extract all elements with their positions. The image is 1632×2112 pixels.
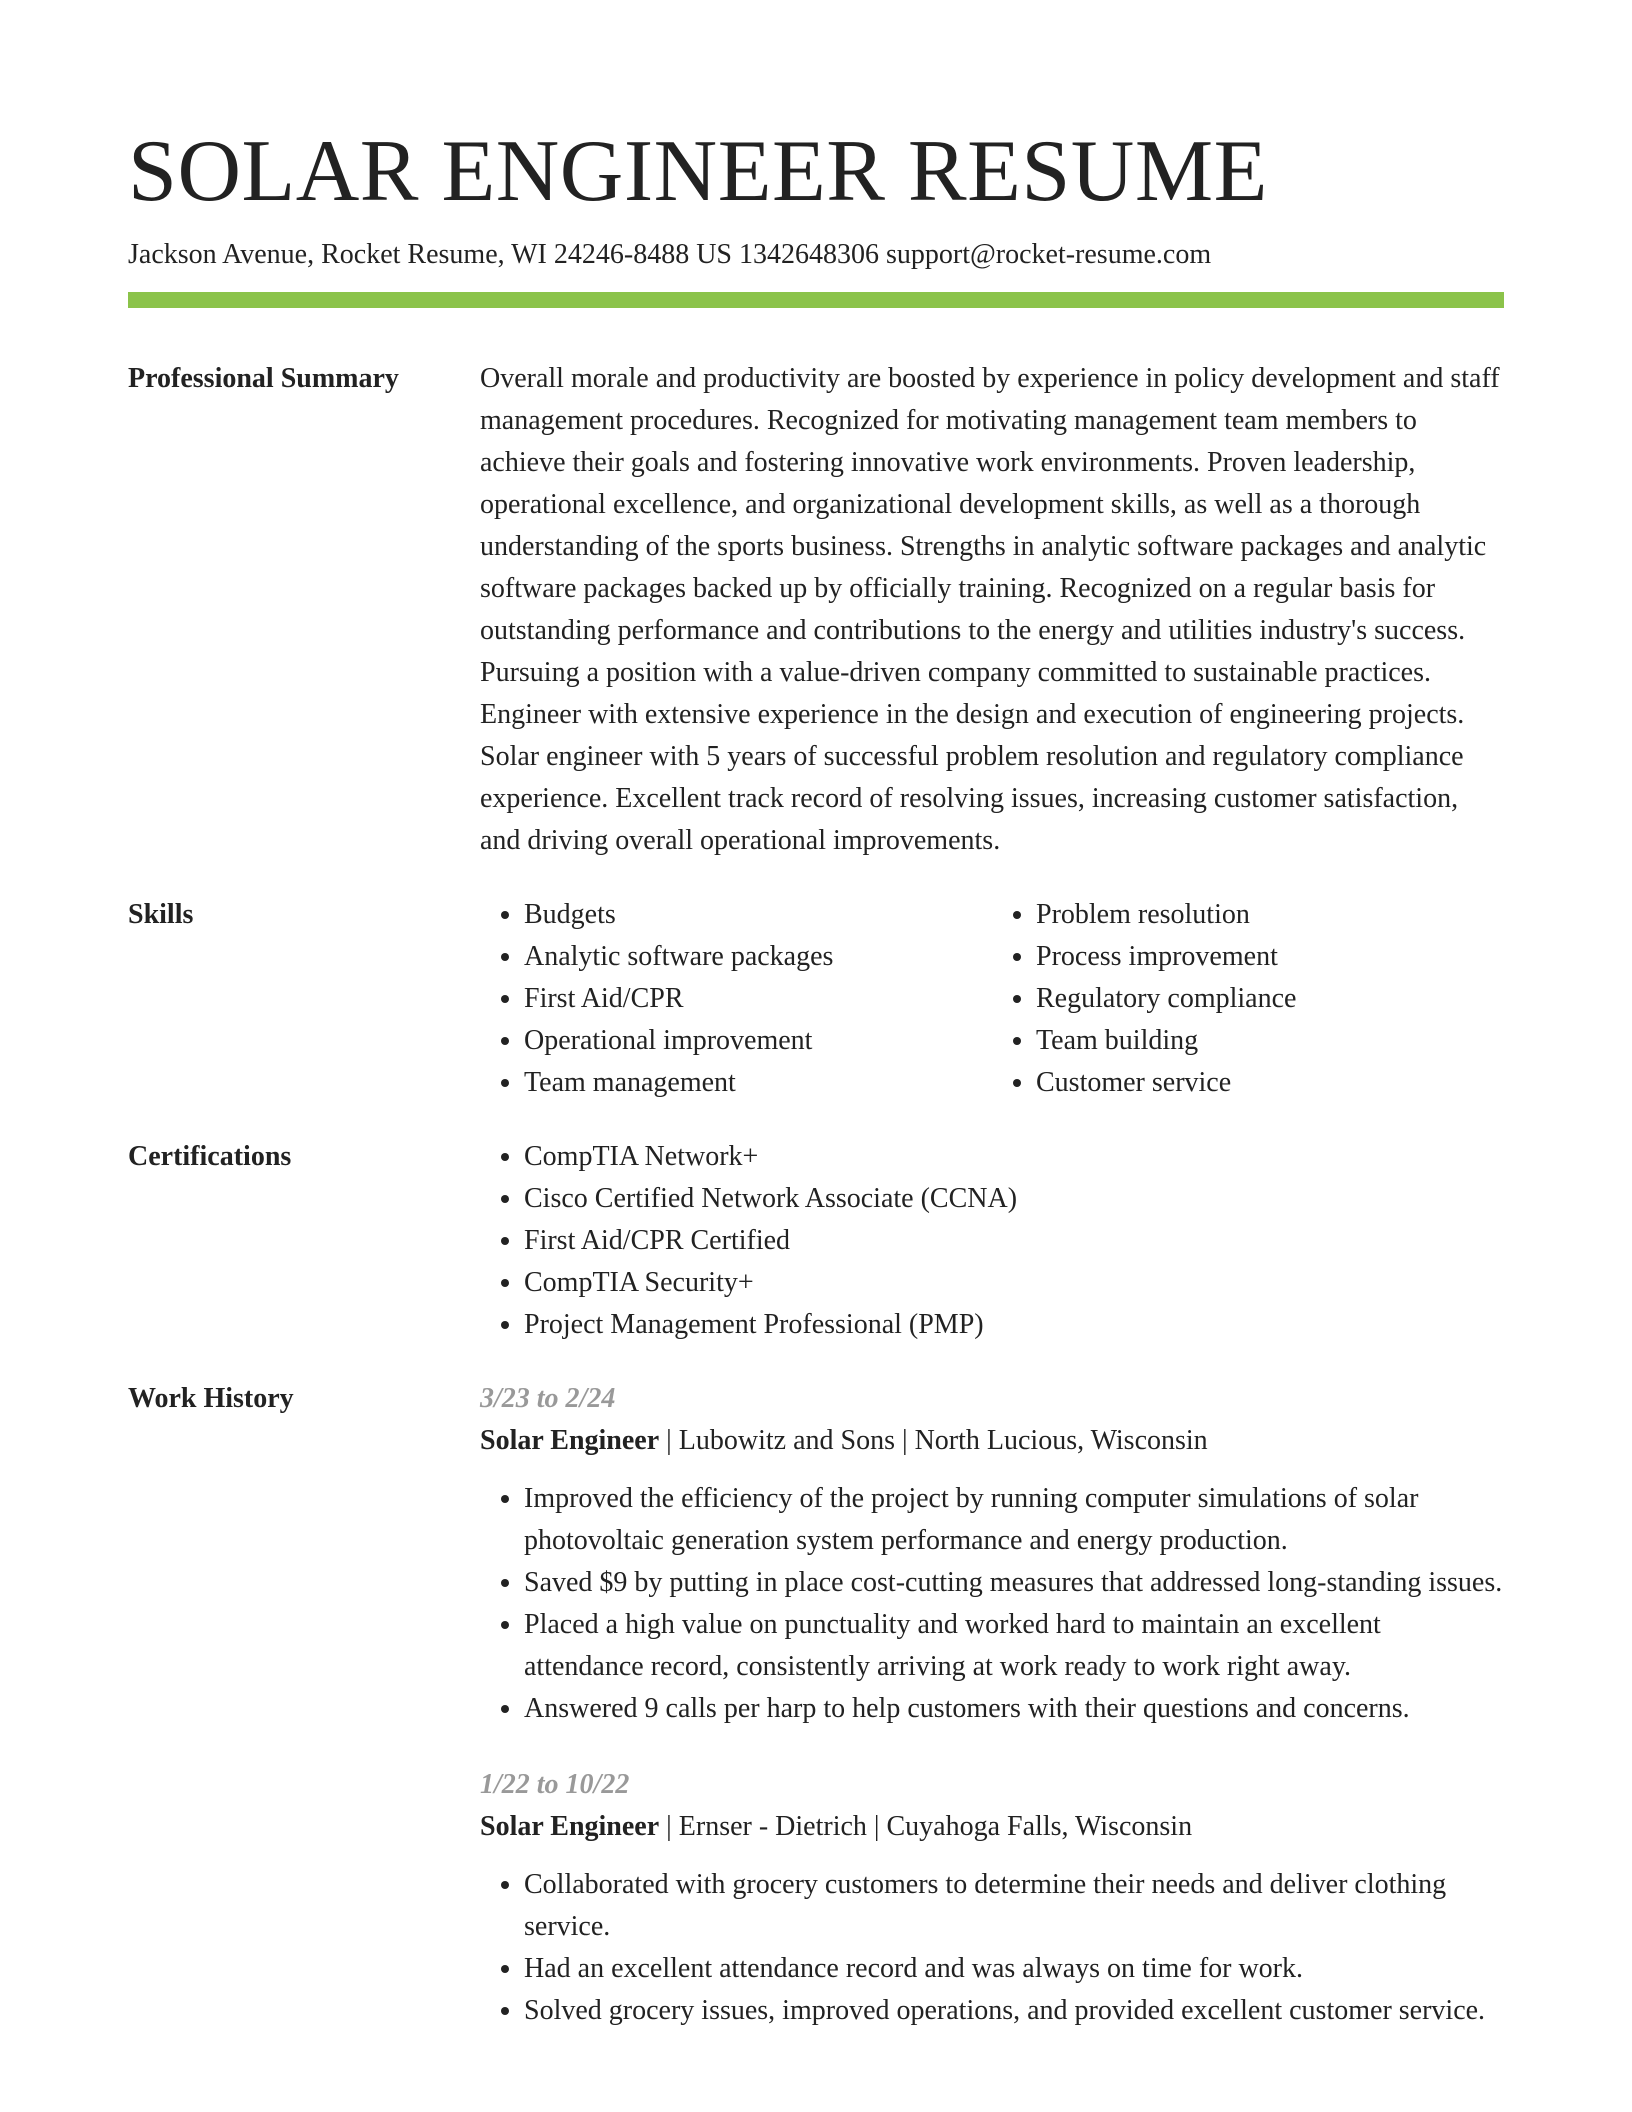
job-entry	[480, 1378, 1504, 1730]
job-bullets	[480, 1864, 1504, 2032]
job-bullet: • Solved grocery issues, improved operations, and provided excellent customer service.	[524, 1990, 1504, 2032]
certifications-label: Certifications	[128, 1141, 292, 1172]
skill-item: • Customer service	[1036, 1062, 1504, 1104]
skills-label: Skills	[128, 899, 194, 930]
job-heading	[480, 1420, 1504, 1462]
contact-line: Jackson Avenue, Rocket Resume, WI 24246-8488 US 1342648306 support@rocket-resume.com	[128, 239, 1212, 270]
job-bullet: • Collaborated with grocery customers to determine their needs and deliver clothing service.	[524, 1864, 1504, 1948]
resume-title: SOLAR ENGINEER RESUME	[128, 123, 1268, 220]
certifications-body	[480, 1136, 1504, 1346]
skill-item: • Operational improvement	[524, 1020, 992, 1062]
skills-list-left	[480, 894, 992, 1104]
job-dates: 3/23 to 2/24	[480, 1383, 616, 1414]
summary-section	[128, 358, 1504, 862]
skill-item: • Team management	[524, 1062, 992, 1104]
job-heading	[480, 1806, 1504, 1848]
job-bullet: • Answered 9 calls per harp to help customers with their questions and concerns.	[524, 1688, 1504, 1730]
job-dates: 1/22 to 10/22	[480, 1769, 630, 1800]
job-entry	[480, 1764, 1504, 2032]
skills-list-right	[992, 894, 1504, 1104]
job-bullet: • Saved $9 by putting in place cost-cutting measures that addressed long-standing issues.	[524, 1562, 1504, 1604]
job-bullet: • Had an excellent attendance record and was always on time for work.	[524, 1948, 1504, 1990]
certification-item: • Project Management Professional (PMP)	[524, 1304, 1504, 1346]
job-details: | Ernser - Dietrich | Cuyahoga Falls, Wisconsin	[659, 1811, 1193, 1842]
job-details: | Lubowitz and Sons | North Lucious, Wisconsin	[659, 1425, 1208, 1456]
skill-item: • Team building	[1036, 1020, 1504, 1062]
job-title: Solar Engineer	[480, 1811, 660, 1842]
skill-item: • Budgets	[524, 894, 992, 936]
certification-item: • First Aid/CPR Certified	[524, 1220, 1504, 1262]
certification-item: • CompTIA Security+	[524, 1262, 1504, 1304]
job-title: Solar Engineer	[480, 1425, 660, 1456]
summary-body	[480, 358, 1504, 862]
summary-label: Professional Summary	[128, 363, 399, 394]
resume-page	[128, 0, 1504, 2032]
skill-item: • Regulatory compliance	[1036, 978, 1504, 1020]
certifications-section	[128, 1136, 1504, 1346]
summary-text: Overall morale and productivity are boosted by experience in policy development and staff management procedures. Recognized for motivating management team members to achieve their goals and fostering innovative work environments. Proven leadership, operational excellence, and organizational development skills, as well as a thorough understanding of the sports business. Strengths in analytic software packages and analytic software packages backed up by officially training. Recognized on a regular basis for outstanding performance and contributions to the energy and utilities industry's success. Pursuing a position with a value-driven company committed to sustainable practices. Engineer with extensive experience in the design and execution of engineering projects. Solar engineer with 5 years of successful problem resolution and regulatory compliance experience. Excellent track record of resolving issues, increasing customer satisfaction, and driving overall operational improvements.	[480, 363, 1500, 856]
job-bullet: • Placed a high value on punctuality and worked hard to maintain an excellent attendance record, consistently arriving at work ready to work right away.	[524, 1604, 1504, 1688]
certification-item: • Cisco Certified Network Associate (CCNA)	[524, 1178, 1504, 1220]
work-history-label: Work History	[128, 1383, 294, 1414]
skills-section	[128, 894, 1504, 1104]
job-bullets	[480, 1478, 1504, 1730]
skill-item: • Process improvement	[1036, 936, 1504, 978]
skill-item: • Problem resolution	[1036, 894, 1504, 936]
accent-divider	[128, 292, 1504, 308]
work-history-section	[128, 1378, 1504, 2032]
job-bullet: • Improved the efficiency of the project by running computer simulations of solar photovoltaic generation system performance and energy production.	[524, 1478, 1504, 1562]
skills-grid	[480, 894, 1504, 1104]
skill-item: • First Aid/CPR	[524, 978, 992, 1020]
skill-item: • Analytic software packages	[524, 936, 992, 978]
certification-item: • CompTIA Network+	[524, 1136, 1504, 1178]
work-history-body	[480, 1378, 1504, 2032]
certifications-list	[480, 1136, 1504, 1346]
